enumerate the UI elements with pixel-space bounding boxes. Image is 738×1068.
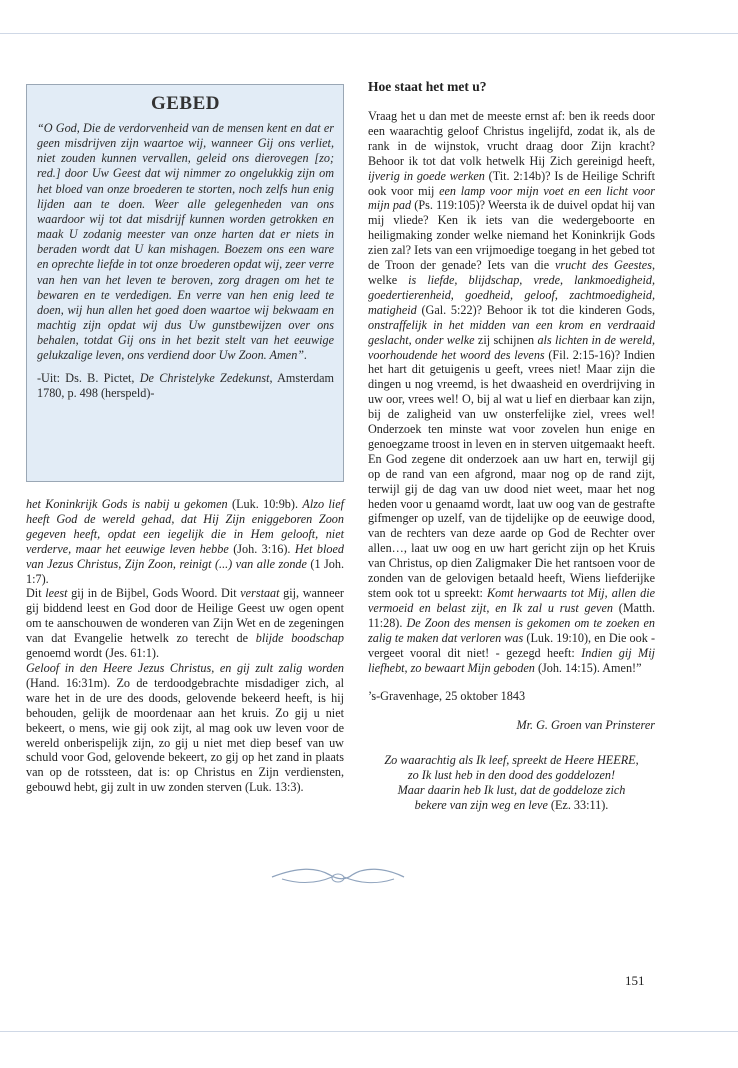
quote-line: Maar daarin heb Ik lust, dat de goddeloze zich (397, 783, 626, 798)
italic-run: De Zoon des mensen is gekomen om te zoeken en zalig te maken dat verloren was (368, 615, 656, 645)
italic-run: Alzo lief heeft God de wereld gehad, dat Hij Zijn eniggeboren Zoon gegeven heeft, opdat een iegelijk die in Hem gelooft, niet verderve, maar het eeuwige leven hebbe (26, 497, 344, 556)
text-run: gij in de Bijbel, Gods Woord. Dit (67, 586, 241, 601)
text-run: (Joh. 3:16). (228, 541, 295, 556)
prayer-source (37, 371, 334, 402)
left-paragraph-1 (26, 497, 344, 586)
text-run: (Hand. 16:31m). Zo de terdoodgebrachte misdadiger zich, al ware het in de ure des doods, gelovende bekeerd heeft, is hij behouden, gelijk de moordenaar aan het kruis. Zo gij u niet bekeert, o mens, wie gij ook zijt, al mag ook uw leven voor de wereld onberispelijk zijn, zo gij u niet met diep besef van uw schuld voor God, gelovende bekeert, zo gij op het zand in plaats van op de rotssteen, dat is: op Christus en Zijn verdiensten, gebouwd hebt, gij zult in uw zonden sterven (Luk. 13:3). (26, 675, 344, 795)
text-run: (1 Joh. 1:7). (26, 556, 345, 586)
right-paragraph (368, 109, 655, 675)
left-body (26, 497, 344, 795)
right-column (368, 79, 655, 813)
left-paragraph-2 (26, 586, 344, 661)
prayer-text: “O God, Die de verdorvenheid van de mensen kent en dat er geen misdrijven zijn waartoe wij, wanneer Gij ons verliet, niet zouden kunnen vervallen, geleid ons dierovegen [zo; red.] door Uw Geest dat wij nimmer zo ongelukkig zijn om het bloed van onze broederen te storten, noch zelfs hun enig lijden aan te doen. Weer alle gelegenheden van ons waardoor wij tot dat misdrijf kunnen worden getrokken en maak U zodanig meester van onze harten dat er niets in beraden wordt dat U kan mishagen. Boezem ons een ware en oprechte liefde in tot onze broederen opdat wij, zeer verre van hen van het leven te beroven, zorg dragen om het te bewaren en te verdedigen. En verre van hen enig leed te doen, wij hun allen het goed doen waartoe wij bekwaam en machtig zijn opdat wij dus Uw gunstbewijzen over ons behalen, totdat Gij ons in het bezit stelt van het eeuwige gelukzalige leven, ons verdiend door Uw Zoon. Amen”. (37, 121, 334, 363)
source-title: De Christelyke Zedekunst (139, 370, 270, 385)
text-run: (Gal. 5:22)? Behoor ik tot die kinderen Gods, (416, 302, 655, 317)
date-line: ’s-Gravenhage, 25 oktober 1843 (368, 689, 526, 704)
italic-run: Komt herwaarts tot Mij, allen die vermoeid en belast zijt, en Ik zal u rust geven (368, 586, 655, 615)
italic-run: als lichten in de wereld, voorhoudende het woord des levens (368, 332, 656, 362)
text-run: Dit (26, 586, 46, 601)
italic-run: blijde boodschap (255, 631, 344, 646)
ornament-divider-icon (268, 865, 408, 887)
prayer-title: GEBED (150, 93, 221, 114)
italic-run: onstraffelijk in het midden van een krom en verdraaid geslacht, onder welke (368, 317, 655, 347)
italic-run: is liefde, blijdschap, vrede, lankmoedigheid, goedertierenheid, goedheid, geloof, zachtmoedigheid, matigheid (368, 272, 655, 317)
section-heading: Hoe staat het met u? (368, 79, 487, 94)
scripture-quote (368, 753, 655, 813)
italic-run: Het bloed van Jezus Christus, Zijn Zoon, reinigt (...) van alle zonde (26, 541, 344, 571)
italic-run: ijverig in goede werken (368, 168, 485, 183)
left-paragraph-3 (26, 661, 344, 795)
italic-run: een lamp voor mijn voet en een licht voor mijn pad (368, 183, 656, 213)
source-suffix: , Amsterdam 1780, p. 498 (herspeld)- (37, 370, 334, 400)
text-run: (Fil. 2:15-16)? Indien het hart dit getuigenis u geeft, vrees niet! Maar zijn die dingen u nog vreemd, is het dwaasheid en overdrijving in uw oor, vrees wel! O, bij al wat u lief en dierbaar kan zijn, bij de zaligheid van uw onsterfelijke ziel, vrees wel! Onderzoek ten minste wat voor zovelen hun enige en genoegzame troost in leven en in sterven uitgemaakt heeft. En God zegene dit onderzoek aan uw hart en, terwijl gij op de rand van een afgrond, maar nog op de rand zijt, terwijl gij de dag van uw dood niet weet, maar het nog heden voor u genaamd wordt, laat uw oog van de gestrafte gifmenger op uzelf, van de tijdelijke op de eeuwige dood, van de rechters van deze aarde op God de Rechter over allen…, laat uw oog en uw hart gericht zijn op het Kruis van Christus, op dien Zaligmaker Die het rantsoen voor de zonden van de gelovigen betaald heeft, Wiens liefderijke stem ook tot u spreekt: (368, 347, 655, 600)
italic-run: verstaat (240, 586, 280, 601)
bottom-rule (0, 1031, 738, 1032)
italic-run: Indien gij Mij liefhebt, zo bewaart Mijn geboden (368, 645, 655, 675)
top-rule (0, 33, 738, 34)
quote-last-text: bekere van zijn weg en leve (414, 798, 548, 813)
text-run: (Joh. 14:15). Amen!” (534, 660, 642, 675)
italic-run: leest (45, 586, 68, 601)
text-run: (Luk. 19:10), en Die ook - vergeet vooral dit niet! - gezegd heeft: (368, 630, 655, 660)
italic-run: Geloof in den Heere Jezus Christus, en gij zult zalig worden (26, 660, 344, 675)
text-run: zij schijnen (474, 332, 538, 347)
left-column (26, 84, 344, 795)
italic-run: vrucht des Geestes (555, 258, 652, 273)
source-prefix: -Uit: Ds. B. Pictet, (37, 370, 140, 385)
signature: Mr. G. Groen van Prinsterer (516, 718, 655, 733)
page-number: 151 (625, 973, 645, 988)
italic-run: het Koninkrijk Gods is nabij u gekomen (26, 497, 228, 511)
text-run: (Tit. 2:14b)? Is de Heilige Schrift ook voor mij (368, 168, 655, 198)
quote-reference: (Ez. 33:11). (547, 798, 609, 813)
text-run: (Luk. 10:9b). (227, 497, 303, 511)
text-run: (Ps. 119:105)? Weersta ik de duivel opdat hij van mij vliede? Ken ik iets van die wedergeboorte en heiligmaking zonder welke niemand het Koninkrijk Gods zien zal? Iets van een vrijmoedige toegang in het gebed tot de Troon der genade? Iets van die (368, 198, 655, 273)
prayer-box (26, 84, 344, 482)
text-run: (Matth. 11:28). (368, 600, 656, 630)
quote-line: Zo waarachtig als Ik leef, spreekt de Heere HEERE, (384, 753, 639, 768)
text-run: genoemd wordt (Jes. 61:1). (26, 646, 160, 661)
text-run: Vraag het u dan met de meeste ernst af: ben ik reeds door een waarachtig geloof Christus ingelijfd, zodat ik, als de rank in de wijnstok, vrucht draag door Zijn kracht? Behoor ik tot dat volk hetwelk Hij Zich gereinigd heeft, (368, 109, 655, 168)
text-run: , welke (368, 258, 655, 287)
quote-line-last (368, 798, 655, 813)
quote-line: zo Ik lust heb in den dood des goddelozen! (407, 768, 616, 783)
text-run: gij, wanneer gij biddend leest en God door de Heilige Geest uw ogen opent om te aanschouwen de wonderen van Zijn Wet en de zegeningen van dat Evangelie hetwelk zo terecht de (26, 586, 344, 646)
